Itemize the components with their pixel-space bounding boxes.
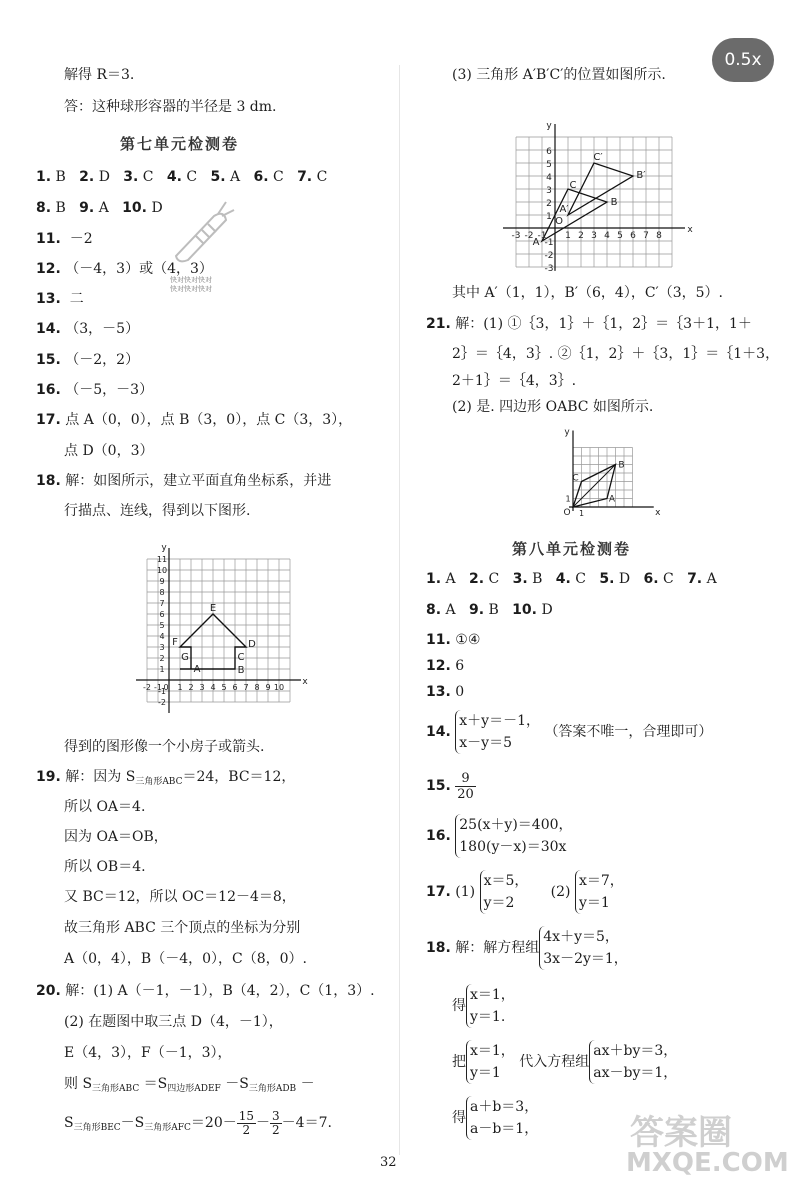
equation-system: x＝1， y＝1. <box>466 984 515 1028</box>
answer-17-cont: 点 D（0，3） <box>64 443 154 459</box>
tick-label: 5 <box>617 231 623 241</box>
tick-label: -1 <box>537 231 547 241</box>
tick-label: -1 <box>154 683 162 692</box>
point-label: C <box>237 652 245 663</box>
axis-label-y: y <box>161 543 167 553</box>
tick-label: 8 <box>159 588 165 597</box>
tick-label: -1 <box>158 687 166 696</box>
answer-12: 12. （－4，3）或（4，3） <box>36 261 213 277</box>
tick-label: 5 <box>159 621 165 630</box>
equation-system: 25(x＋y)＝400， 180(y－x)＝30x <box>455 814 572 858</box>
answer-20: 20. 解：(1) A（－1，－1），B（4，2），C（1，3）. <box>36 983 375 999</box>
sticker-text: 快对快对快对 <box>170 285 212 293</box>
text-line: A（0，4），B（－4，0），C（8，0）. <box>64 951 308 967</box>
tick-label: 4 <box>210 683 216 692</box>
text-line: 2＋1｝＝｛4，3｝. <box>452 373 577 389</box>
tick-label: -2 <box>544 251 554 261</box>
axis-label-x: x <box>687 225 693 235</box>
tick-label: 1 <box>159 665 165 674</box>
point-label: B <box>618 460 625 471</box>
tick-label: 6 <box>159 610 165 619</box>
tick-label: 4 <box>159 632 165 641</box>
tick-label: 1 <box>177 683 183 692</box>
tick-label: 3 <box>591 231 597 241</box>
tick-label: -3 <box>511 231 521 241</box>
tick-label: 4 <box>604 231 610 241</box>
tick-label: 6 <box>630 231 636 241</box>
tick-label: 5 <box>221 683 227 692</box>
answer-row-1-7: 1. A 2. C 3. B 4. C 5. D 6. C 7. A <box>426 571 717 587</box>
text-line: (2) 是. 四边形 OABC 如图所示. <box>452 399 654 415</box>
carrot-icon <box>166 196 236 266</box>
solution-line: 得 x＝1， y＝1. <box>452 984 515 1028</box>
tick-label: 3 <box>199 683 205 692</box>
answer-row-8-10: 8. B 9. A 10. D <box>36 200 163 216</box>
tick-label: 7 <box>243 683 249 692</box>
substitution-line: 把 x＝1， y＝1 代入方程组 ax＋by＝3， ax－by＝1， <box>452 1040 677 1084</box>
answer-15: 15. $\frac{9}{20}$ <box>426 770 474 802</box>
text-line: (3) 三角形 A′B′C′的位置如图所示. <box>452 67 666 83</box>
equation-system: x＝7， y＝1 <box>575 870 624 914</box>
text-line: (2) 在题图中取三点 D（4，－1）， <box>64 1014 283 1030</box>
sticker-carrot <box>166 196 236 296</box>
answer-17: 17. (1) x＝5， y＝2 (2) x＝7， y＝1 <box>426 870 624 914</box>
answer-12: 12. 6 <box>426 658 465 674</box>
tick-label: 10 <box>273 683 285 692</box>
tick-label: 8 <box>656 231 662 241</box>
point-label: O <box>555 216 563 227</box>
axes <box>503 121 693 271</box>
watermark-logo: 答案圈 <box>630 1113 732 1153</box>
point-label: A <box>193 664 201 675</box>
equation-system: a＋b＝3， a－b＝1， <box>466 1096 538 1140</box>
tick-label: 6 <box>546 147 552 157</box>
graph-q18 <box>125 533 310 728</box>
tick-label: 9 <box>265 683 271 692</box>
graph-q21 <box>555 425 665 520</box>
point-label: B′ <box>636 170 646 181</box>
text-line: 因为 OA＝OB， <box>64 829 168 845</box>
answer-13: 13. 二 <box>36 291 84 307</box>
tick-label: 10 <box>156 566 168 575</box>
tick-label: 3 <box>546 186 552 196</box>
fraction: $\frac{15}{2}$ <box>238 1108 255 1137</box>
equation-system: x＝1， y＝1 <box>466 1040 515 1084</box>
point-label: G <box>181 652 189 663</box>
page-number: 32 <box>380 1155 397 1170</box>
tick-label: 11 <box>156 555 168 564</box>
tick-label: 4 <box>546 173 552 183</box>
tick-label: -2 <box>158 698 166 707</box>
point-label: E <box>209 603 217 614</box>
watermark-site: MXQE.COM <box>626 1148 789 1178</box>
axis-label-x: x <box>655 508 661 518</box>
text-line: 答：这种球形容器的半径是 3 dm. <box>64 99 277 115</box>
fraction: $\frac{3}{2}$ <box>272 1108 280 1137</box>
answer-18-conclusion: 得到的图形像一个小房子或箭头. <box>64 739 265 755</box>
axis-label-y: y <box>546 121 552 131</box>
point-label: A′ <box>559 204 569 215</box>
section-title-unit8: 第八单元检测卷 <box>512 540 632 558</box>
point-label: A <box>532 237 540 248</box>
equation-system: ax＋by＝3， ax－by＝1， <box>589 1040 677 1084</box>
graph-q20 <box>495 98 715 273</box>
tick-label: 1 <box>565 494 571 504</box>
answer-13: 13. 0 <box>426 684 465 700</box>
answer-18: 18. 解：如图所示，建立平面直角坐标系，并进 <box>36 473 332 489</box>
equation-system: x＋y＝－1， x－y＝5 <box>455 710 540 754</box>
tick-label: 1 <box>565 231 571 241</box>
tick-labels <box>143 555 284 707</box>
tick-label: 2 <box>578 231 584 241</box>
text-line: 故三角形 ABC 三个顶点的坐标为分别 <box>64 920 301 936</box>
tick-label: 7 <box>643 231 649 241</box>
playback-speed-badge[interactable]: 0.5x <box>712 38 774 82</box>
text-line: 所以 OB＝4. <box>64 859 146 875</box>
point-label: D <box>248 639 256 650</box>
answer-row-8-10: 8. A 9. B 10. D <box>426 602 553 618</box>
tick-label: 1 <box>578 509 585 518</box>
tick-label: 3 <box>159 643 165 652</box>
point-label: O <box>563 508 571 518</box>
area-equation-1: 则 $S_{三角形ABC} =S_{四边形ADEF} -S_{三角形ADB}$ － <box>64 1076 315 1094</box>
answer-14: 14. x＋y＝－1， x－y＝5 （答案不唯一，合理即可） <box>426 710 712 754</box>
point-label: C′ <box>593 152 603 163</box>
point-label: B <box>610 197 618 208</box>
point-label: F <box>172 637 178 648</box>
axis-label-y: y <box>564 427 570 438</box>
result-line: 得 a＋b＝3， a－b＝1， <box>452 1096 538 1140</box>
tick-label: 2 <box>546 199 552 209</box>
answer-18: 18. 解：解方程组 4x＋y＝5， 3x－2y＝1， <box>426 926 628 970</box>
answer-16: 16. 25(x＋y)＝400， 180(y－x)＝30x <box>426 814 573 858</box>
tick-label: 0 <box>163 683 169 692</box>
tick-label: 9 <box>159 577 165 586</box>
sticker-text: 快对快对快对 <box>170 276 212 284</box>
tick-label: -3 <box>544 264 554 273</box>
axis-label-x: x <box>302 677 308 687</box>
fraction: $\frac{9}{20}$ <box>457 770 474 802</box>
text-line: 2｝＝｛4，3｝. ②｛1，2｝＋｛3，1｝＝｛1＋3， <box>452 346 780 362</box>
tick-label: 2 <box>188 683 194 692</box>
answer-19: 19. 解：因为 $S_{三角形ABC}=24$，BC＝12， <box>36 769 296 787</box>
equation-system: x＝5， y＝2 <box>480 870 529 914</box>
column-divider <box>399 65 400 1155</box>
tick-label: 2 <box>159 654 165 663</box>
answer-16: 16. （－5，－3） <box>36 382 154 398</box>
answer-11: 11. －2 <box>36 231 93 247</box>
equation-system: 4x＋y＝5， 3x－2y＝1， <box>539 926 628 970</box>
text-line: 又 BC＝12，所以 OC＝12－4＝8， <box>64 889 296 905</box>
tick-label: -2 <box>143 683 151 692</box>
tick-label: 8 <box>254 683 260 692</box>
tick-label: 5 <box>546 160 552 170</box>
answer-21: 21. 解：(1) ①｛3，1｝＋｛1，2｝＝｛3＋1，1＋ <box>426 316 752 332</box>
text-line: E（4，3），F（－1，3）， <box>64 1045 232 1061</box>
answer-row-1-7: 1. B 2. D 3. C 4. C 5. A 6. C 7. C <box>36 169 328 185</box>
answer-17: 17. 点 A（0，0），点 B（3，0），点 C（3，3）， <box>36 412 353 428</box>
text-line: 所以 OA＝4. <box>64 799 146 815</box>
area-equation-2: $S_{三角形BEC}-S_{三角形AFC}=20-$ $\frac{15}{2}$ － $\frac{3}{2}$ －4＝7. <box>64 1108 332 1137</box>
tick-label: 7 <box>159 599 165 608</box>
answer-11: 11. ①④ <box>426 632 481 648</box>
section-title-unit7: 第七单元检测卷 <box>120 135 240 153</box>
text-line: 其中 A′（1，1），B′（6，4），C′（3，5）. <box>452 285 723 301</box>
tick-label: -2 <box>524 231 534 241</box>
tick-label: 6 <box>232 683 238 692</box>
point-label: C <box>572 473 579 484</box>
point-label: C <box>569 180 577 191</box>
point-label: B <box>237 665 245 676</box>
point-label: A <box>608 494 616 505</box>
text-line: 解得 R＝3. <box>64 67 135 83</box>
tick-label: 1 <box>546 212 552 222</box>
tick-label: -1 <box>544 238 554 248</box>
answer-18-cont: 行描点、连线，得到以下图形. <box>64 503 251 519</box>
answer-14: 14. （3，－5） <box>36 321 140 337</box>
answer-15: 15. （－2，2） <box>36 352 140 368</box>
